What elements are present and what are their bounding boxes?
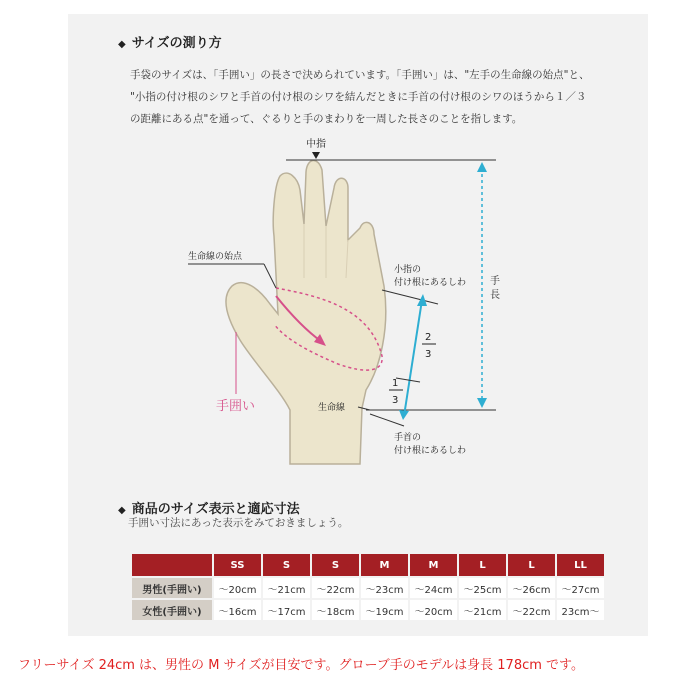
table-cell: ～22cm — [311, 577, 360, 599]
size-table-corner — [131, 553, 213, 577]
arrow-up-icon — [417, 294, 427, 306]
pinky-crease-label-2: 付け根にあるしわ — [394, 278, 467, 288]
lifeline-start-pointer — [264, 264, 276, 288]
table-cell: ～22cm — [507, 599, 556, 621]
table-cell: ～27cm — [556, 577, 605, 599]
table-cell: ～19cm — [360, 599, 409, 621]
size-header: L — [507, 553, 556, 577]
table-row — [131, 599, 605, 621]
size-subtitle: 手囲い寸法にあった表示をみておきましょう。 — [128, 517, 349, 529]
diamond-bullet-icon: ◆ — [118, 505, 126, 516]
table-cell: ～24cm — [409, 577, 458, 599]
table-cell: ～18cm — [311, 599, 360, 621]
section-heading-measure-text: サイズの測り方 — [131, 36, 222, 51]
two-thirds-numerator: 2 — [425, 332, 432, 343]
size-table — [130, 552, 606, 622]
row-label: 女性(手囲い) — [131, 599, 213, 621]
size-header: LL — [556, 553, 605, 577]
triangle-marker-icon — [312, 152, 320, 159]
table-cell: ～25cm — [458, 577, 507, 599]
table-cell: ～23cm — [360, 577, 409, 599]
size-table-header-row — [131, 553, 605, 577]
table-cell: ～20cm — [409, 599, 458, 621]
table-cell: ～20cm — [213, 577, 262, 599]
arrow-down-icon — [477, 398, 487, 408]
one-third-denominator: 3 — [392, 395, 399, 406]
hand-measurement-diagram — [170, 128, 510, 468]
size-header: S — [262, 553, 311, 577]
arrow-down-icon — [399, 410, 409, 420]
one-third-numerator: 1 — [392, 378, 399, 389]
pinky-crease-label-1: 小指の — [394, 265, 422, 275]
table-cell: 23cm～ — [556, 599, 605, 621]
pinky-crease-line — [382, 290, 438, 304]
section-heading-size-text: 商品のサイズ表示と適応寸法 — [131, 502, 300, 517]
hand-illustration — [226, 160, 386, 464]
diamond-bullet-icon: ◆ — [118, 39, 126, 50]
lifeline-start-label: 生命線の始点 — [188, 252, 243, 262]
wrist-crease-label-2: 付け根にあるしわ — [394, 446, 467, 456]
size-header: M — [409, 553, 458, 577]
two-thirds-denominator: 3 — [425, 349, 432, 360]
hand-length-label-2: 長 — [490, 290, 500, 301]
size-header: S — [311, 553, 360, 577]
hand-length-label-1: 手 — [490, 276, 500, 287]
table-cell: ～17cm — [262, 599, 311, 621]
description-line: の距離にある点"を通って、ぐるりと手のまわりを一周した長さのことを指します。 — [130, 113, 523, 125]
table-cell: ～16cm — [213, 599, 262, 621]
measure-description — [130, 64, 640, 130]
wrist-crease-label-1: 手首の — [394, 433, 422, 443]
lifeline-label: 生命線 — [318, 403, 346, 413]
description-line: 手袋のサイズは、「手囲い」の長さで決められています。「手囲い」は、"左手の生命線の始点"と、 — [130, 69, 590, 81]
wrist-crease-line — [370, 414, 404, 426]
table-cell: ～21cm — [262, 577, 311, 599]
size-header: M — [360, 553, 409, 577]
arrow-up-icon — [477, 162, 487, 172]
hand-circumference-label: 手囲い — [216, 399, 256, 414]
table-cell: ～21cm — [458, 599, 507, 621]
free-size-note: フリーサイズ 24cm は、男性の M サイズが目安です。グローブ手のモデルは身長 178cm です。 — [18, 658, 585, 673]
section-heading-measure — [118, 32, 222, 51]
table-cell: ～26cm — [507, 577, 556, 599]
middle-finger-label: 中指 — [306, 139, 326, 150]
two-thirds-arrow — [404, 300, 422, 416]
description-line: "小指の付け根のシワと手首の付け根のシワを結んだときに手首の付け根のシワのほうから１／３ — [130, 91, 587, 103]
one-third-tick — [396, 378, 420, 382]
table-row — [131, 577, 605, 599]
size-header: L — [458, 553, 507, 577]
size-header: SS — [213, 553, 262, 577]
row-label: 男性(手囲い) — [131, 577, 213, 599]
